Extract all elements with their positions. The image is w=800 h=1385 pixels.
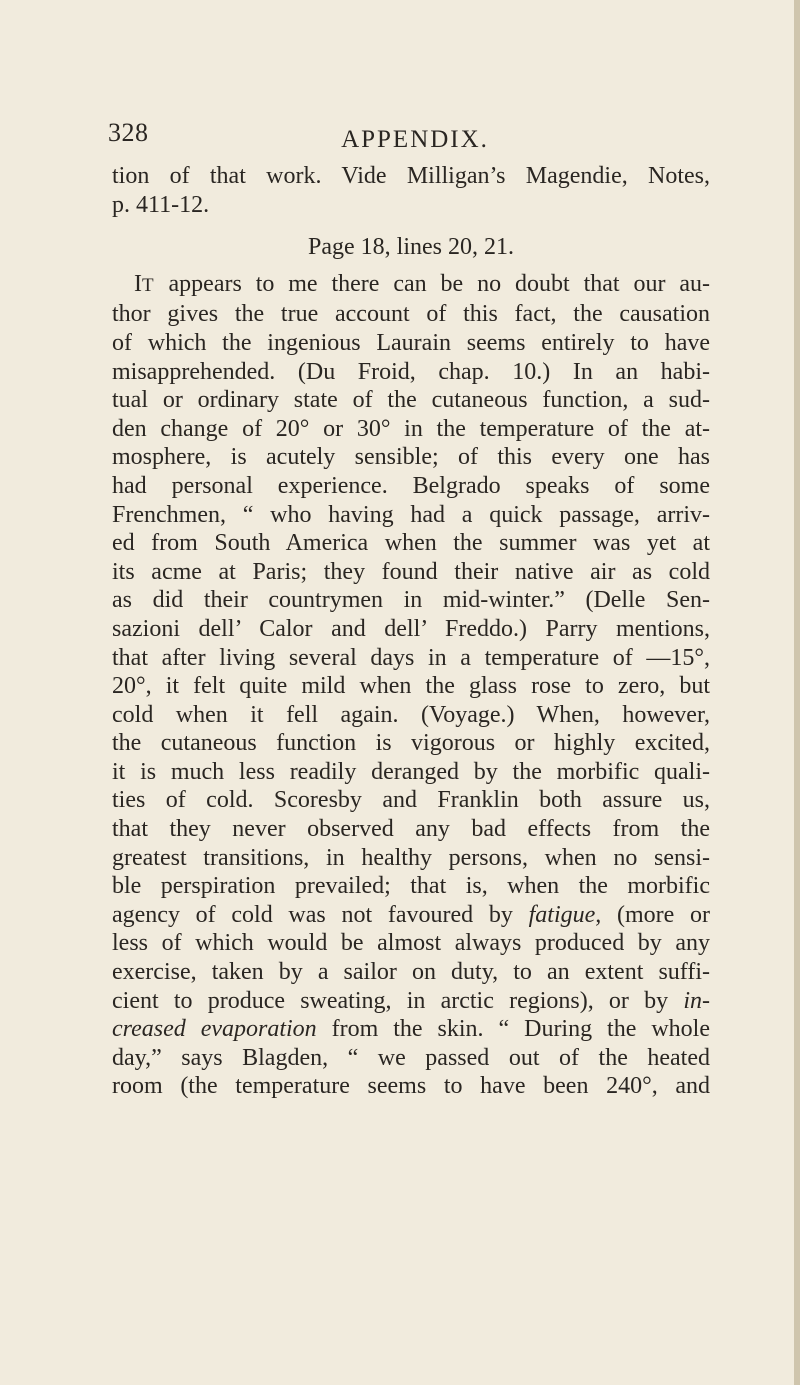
text-line: Frenchmen, “ who having had a quick passage, arriv- [112, 501, 710, 528]
text-line: mosphere, is acutely sensible; of this every one has [112, 444, 710, 471]
drop-initial: I [134, 270, 142, 297]
section-heading: Page 18, lines 20, 21. [308, 234, 514, 261]
text-line [112, 987, 710, 1016]
text-line: ble perspiration prevailed; that is, when the morbific [112, 873, 710, 900]
text-line: p. 411-12. [112, 191, 210, 218]
running-head: APPENDIX. [341, 126, 489, 153]
text-line: misapprehended. (Du Froid, chap. 10.) In an habi- [112, 358, 710, 385]
text-line: sazioni dell’ Calor and dell’ Freddo.) Parry mentions, [112, 615, 710, 642]
italic-emphasis: creased evaporation [112, 1016, 317, 1043]
text-line: its acme at Paris; they found their native air as cold [112, 558, 710, 585]
text-segment: from the skin. “ During the whole [316, 1016, 710, 1043]
text-line: thor gives the true account of this fact, the causation [112, 301, 710, 328]
text-line [112, 1015, 710, 1044]
text-line: greatest transitions, in healthy persons, when no sensi- [112, 844, 710, 871]
text-line: day,” says Blagden, “ we passed out of the heated [112, 1044, 710, 1071]
text-line: of which the ingenious Laurain seems entirely to have [112, 329, 710, 356]
text-line: had personal experience. Belgrado speaks of some [112, 472, 710, 499]
text-line: exercise, taken by a sailor on duty, to an extent suffi- [112, 959, 710, 986]
small-caps: T [142, 274, 155, 296]
text-line: room (the temperature seems to have been 240°, and [112, 1073, 710, 1100]
text-line: ed from South America when the summer was yet at [112, 530, 710, 557]
paragraph-first-line [112, 270, 710, 301]
text-line: tual or ordinary state of the cutaneous function, a sud- [112, 387, 710, 414]
text-line: it is much less readily deranged by the morbific quali- [112, 758, 710, 785]
text-segment: (more or [601, 901, 711, 928]
body-text [112, 162, 710, 1101]
text-line: that they never observed any bad effects from the [112, 816, 710, 843]
italic-emphasis: in- [683, 987, 710, 1014]
text-line: as did their countrymen in mid-winter.” (Delle Sen- [112, 587, 710, 614]
text-line: 20°, it felt quite mild when the glass rose to zero, but [112, 673, 710, 700]
page-edge [794, 0, 800, 1385]
text-line [112, 901, 710, 930]
text-line: tion of that work. Vide Milligan’s Magendie, Notes, [112, 163, 710, 189]
text-line: den change of 20° or 30° in the temperature of the at- [112, 415, 710, 442]
text-line: ties of cold. Scoresby and Franklin both assure us, [112, 787, 710, 814]
text-segment: appears to me there can be no doubt that our au- [154, 270, 710, 297]
text-line: cold when it fell again. (Voyage.) When, however, [112, 701, 710, 728]
page-number: 328 [108, 118, 149, 147]
text-segment: cient to produce sweating, in arctic regions), or by [112, 987, 684, 1014]
italic-emphasis: fatigue, [528, 901, 602, 928]
text-line: less of which would be almost always produced by any [112, 930, 710, 957]
text-line: that after living several days in a temperature of —15°, [112, 644, 710, 671]
text-segment: agency of cold was not favoured by [112, 901, 529, 928]
text-line: the cutaneous function is vigorous or highly excited, [112, 730, 710, 757]
